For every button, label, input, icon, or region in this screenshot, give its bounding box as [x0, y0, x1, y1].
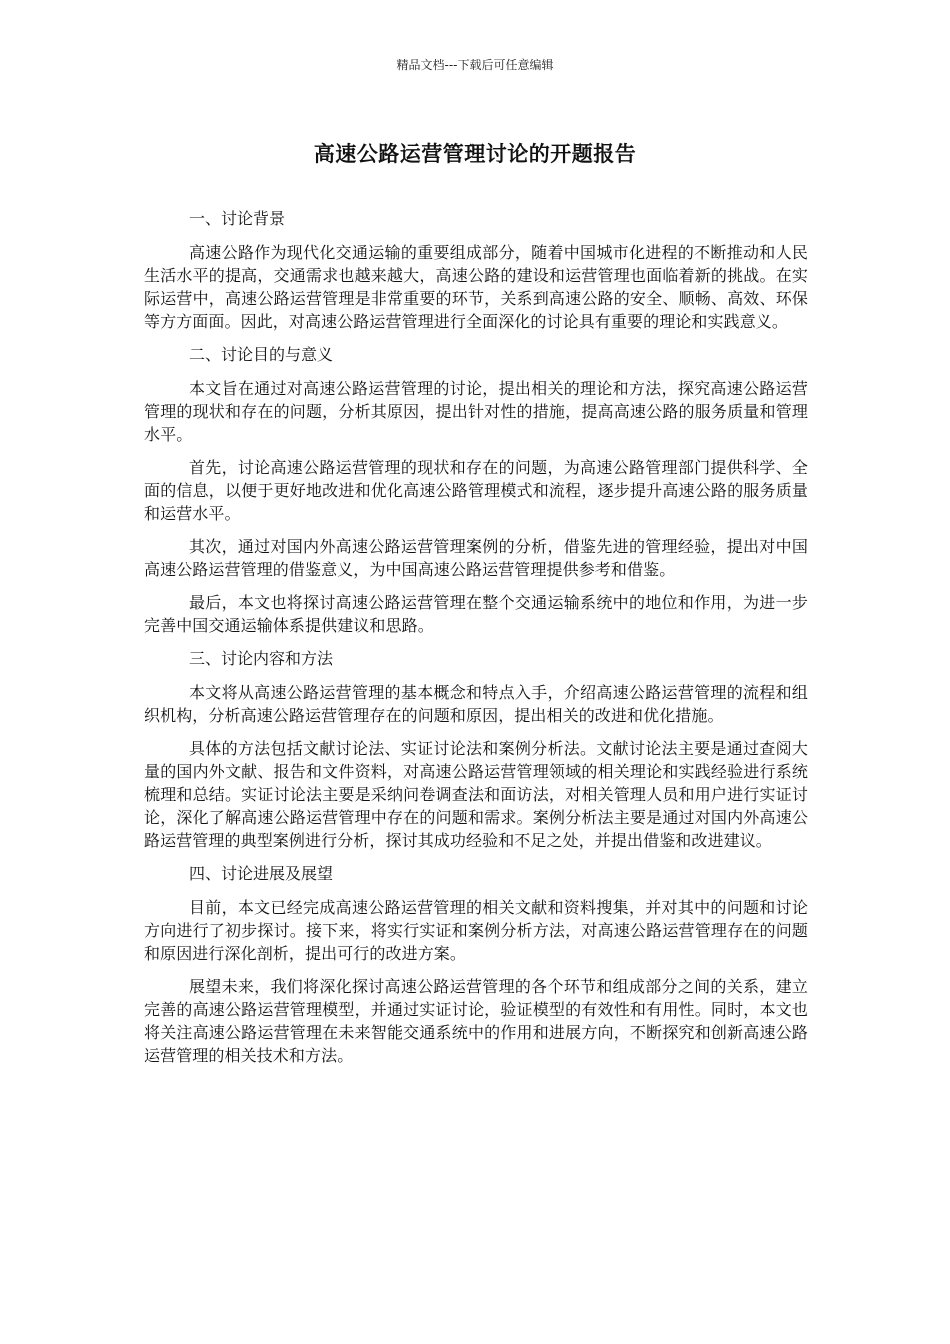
document-title: 高速公路运营管理讨论的开题报告	[313, 142, 637, 166]
section-background	[144, 207, 808, 333]
page-header: 精品文档---下载后可任意编辑	[396, 58, 554, 72]
paragraph: 首先，讨论高速公路运营管理的现状和存在的问题，为高速公路管理部门提供科学、全面的信息，以便于更好地改进和优化高速公路管理模式和流程，逐步提升高速公路的服务质量和运营水平。	[144, 458, 808, 523]
paragraph: 具体的方法包括文献讨论法、实证讨论法和案例分析法。文献讨论法主要是通过查阅大量的国内外文献、报告和文件资料，对高速公路运营管理领域的相关理论和实践经验进行系统梳理和总结。实证讨论法主要是采纳问卷调查法和面访法，对相关管理人员和用户进行实证讨论，深化了解高速公路运营管理中存在的问题和需求。案例分析法主要是通过对国内外高速公路运营管理的典型案例进行分析，探讨其成功经验和不足之处，并提出借鉴和改进建议。	[144, 739, 808, 850]
section-heading: 一、讨论背景	[189, 209, 286, 228]
section-progress-outlook	[144, 862, 808, 1067]
paragraph: 高速公路作为现代化交通运输的重要组成部分，随着中国城市化进程的不断推动和人民生活水平的提高，交通需求也越来越大，高速公路的建设和运营管理也面临着新的挑战。在实际运营中，高速公路运营管理是非常重要的环节，关系到高速公路的安全、顺畅、高效、环保等方方面面。因此，对高速公路运营管理进行全面深化的讨论具有重要的理论和实践意义。	[144, 243, 808, 331]
section-heading: 四、讨论进展及展望	[189, 864, 334, 883]
document-body	[144, 207, 808, 1077]
section-content-methods	[144, 647, 808, 852]
paragraph: 展望未来，我们将深化探讨高速公路运营管理的各个环节和组成部分之间的关系，建立完善的高速公路运营管理模型，并通过实证讨论，验证模型的有效性和有用性。同时，本文也将关注高速公路运营管理在未来智能交通系统中的作用和进展方向，不断探究和创新高速公路运营管理的相关技术和方法。	[144, 977, 808, 1065]
paragraph: 其次，通过对国内外高速公路运营管理案例的分析，借鉴先进的管理经验，提出对中国高速公路运营管理的借鉴意义，为中国高速公路运营管理提供参考和借鉴。	[144, 537, 808, 579]
paragraph: 本文将从高速公路运营管理的基本概念和特点入手，介绍高速公路运营管理的流程和组织机构，分析高速公路运营管理存在的问题和原因，提出相关的改进和优化措施。	[144, 683, 808, 725]
section-heading: 三、讨论内容和方法	[189, 649, 334, 668]
section-purpose	[144, 343, 808, 637]
paragraph: 本文旨在通过对高速公路运营管理的讨论，提出相关的理论和方法，探究高速公路运营管理的现状和存在的问题，分析其原因，提出针对性的措施，提高高速公路的服务质量和管理水平。	[144, 379, 808, 444]
paragraph: 目前，本文已经完成高速公路运营管理的相关文献和资料搜集，并对其中的问题和讨论方向进行了初步探讨。接下来，将实行实证和案例分析方法，对高速公路运营管理存在的问题和原因进行深化剖析，提出可行的改进方案。	[144, 898, 808, 963]
paragraph: 最后，本文也将探讨高速公路运营管理在整个交通运输系统中的地位和作用，为进一步完善中国交通运输体系提供建议和思路。	[144, 593, 808, 635]
section-heading: 二、讨论目的与意义	[189, 345, 334, 364]
